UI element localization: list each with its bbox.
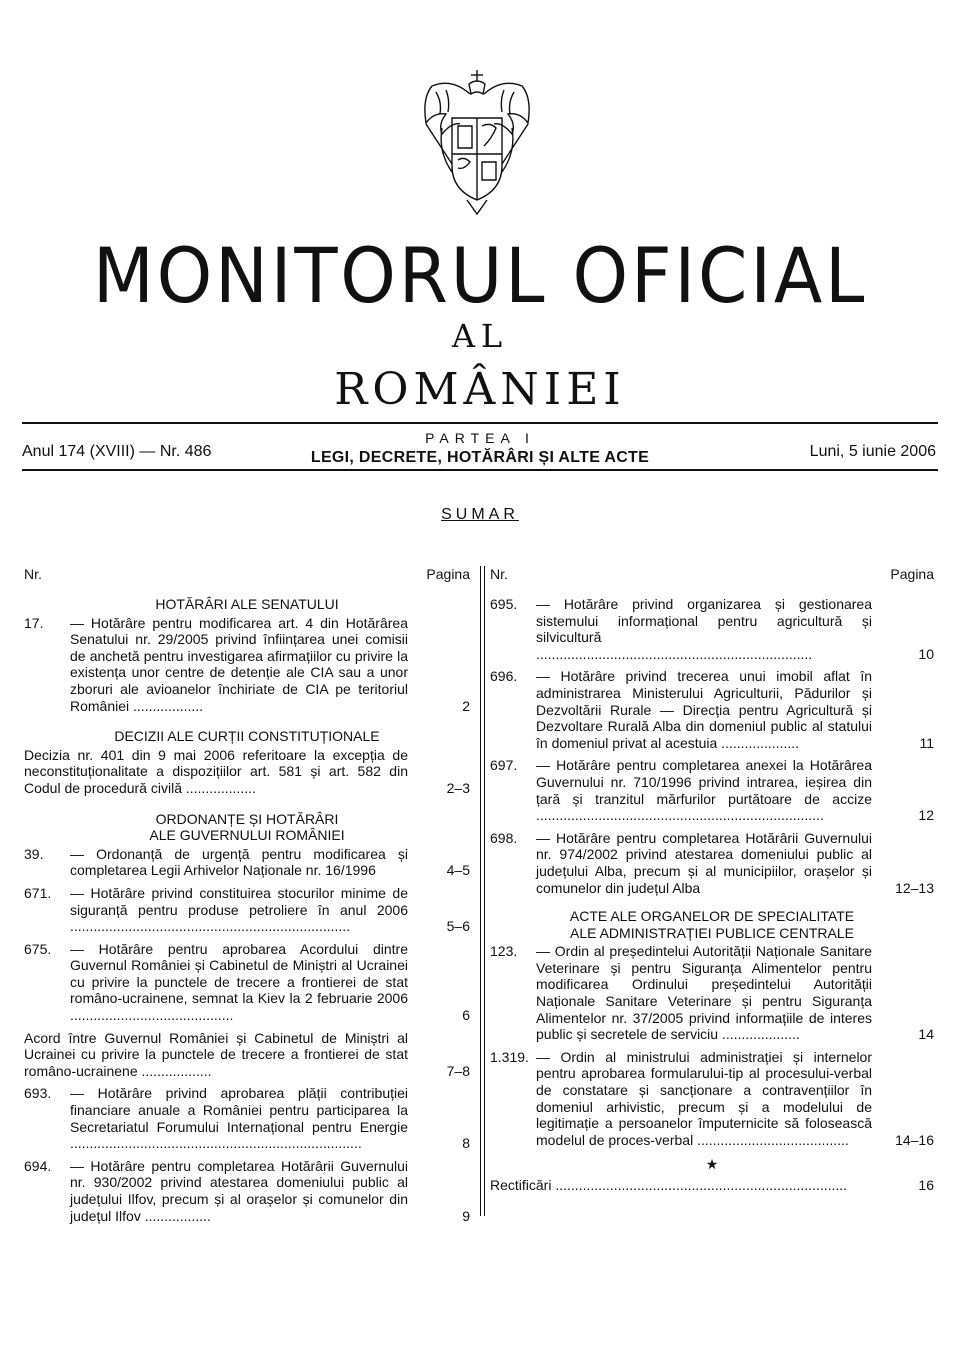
entry-page: 4–5 [446, 862, 470, 879]
summary-left-column [24, 566, 470, 1230]
entry-number: 1.319. [490, 1048, 529, 1065]
entry-page: 9 [462, 1207, 470, 1224]
entry-text: — Hotărâre pentru completarea Hotărârii Guvernului nr. 974/2002 privind atestarea domeniului public al județului Alba, precum și al municipiilor, orașelor și comunelor din județul Alba [536, 829, 872, 896]
section-heading: ORDONANȚE ȘI HOTĂRÂRI [155, 810, 339, 827]
summary-heading: SUMAR [441, 506, 519, 523]
entry-number: 694. [24, 1157, 52, 1174]
entry-text: Acord între Guvernul României și Cabinetul de Miniștri al Ucrainei cu privire la punctele de trecere a frontierei de stat româno-ucrainene .................. [24, 1029, 408, 1079]
entry-text: — Hotărâre pentru aprobarea Acordului dintre Guvernul României și Cabinetul de Miniștri al Ucrainei cu privire la punctele de trecere a frontierei de stat româno-ucrainene, semnat la Kiev la 2 februarie 2006 .......................................... [70, 940, 408, 1024]
entry-number: 123. [490, 943, 518, 960]
entry-page: 2–3 [446, 779, 470, 796]
column-header [24, 566, 470, 584]
entry-page: 2 [462, 697, 470, 714]
header-rule-top [22, 422, 938, 424]
summary-entry[interactable] [490, 668, 934, 751]
partea-label: PARTEA I [425, 430, 535, 446]
summary-entry[interactable] [24, 941, 470, 1024]
masthead-al: AL [451, 317, 509, 355]
summary-entry[interactable] [490, 830, 934, 896]
star-separator-icon: ★ [705, 1156, 719, 1173]
entry-page: 14–16 [895, 1131, 934, 1148]
entry-number: 675. [24, 940, 52, 957]
entry-text: — Ordin al ministrului administrației și internelor pentru aprobarea formularului-tip al procesului-verbal de constatare și sancționare a contravențiilor în domeniul arhivistic, precum și a modelului de legitimație a persoanelor împuternicite să folosească modelul de proces-verbal ....................................... [536, 1048, 872, 1148]
nr-label: Nr. [490, 566, 508, 582]
summary-right-column [490, 566, 934, 1200]
entry-page: 16 [918, 1177, 934, 1193]
summary-entry[interactable] [490, 1049, 934, 1149]
entry-number: 671. [24, 884, 52, 901]
summary-entry[interactable] [24, 1085, 470, 1151]
summary-entry[interactable] [24, 747, 470, 797]
entry-text: — Ordin al președintelui Autorității Naționale Sanitare Veterinare și pentru Siguranța Alimentelor pentru modificarea Ordinului președintelui Autorității Naționale Sanitare Veterinare și pentru Siguranța Alimentelor nr. 37/2005 privind informațiile de interes public și secretele de serviciu .................... [536, 943, 872, 1043]
masthead-romania: ROMÂNIEI [334, 364, 626, 415]
column-header [490, 566, 934, 584]
entry-page: 12 [918, 807, 934, 824]
header-rule-bottom [22, 469, 938, 471]
section-heading: DECIZII ALE CURȚII CONSTITUȚIONALE [114, 728, 380, 745]
entry-text: Rectificări ........................................................................... [490, 1177, 848, 1193]
entry-text: — Hotărâre pentru completarea Hotărârii Guvernului nr. 930/2002 privind atestarea domeniului public al județului Ilfov, precum și al orașelor și comunelor din județul Ilfov ................. [70, 1157, 408, 1224]
entry-text: — Hotărâre pentru completarea anexei la Hotărârea Guvernului nr. 710/1996 privind intrarea, ieșirea din țară și tranzitul mărfurilor purtătoare de accize .......................................................................... [536, 757, 872, 824]
summary-entry[interactable] [490, 757, 934, 823]
entry-number: 17. [24, 614, 44, 631]
issue-date: Luni, 5 iunie 2006 [809, 443, 936, 460]
entry-page: 7–8 [446, 1062, 470, 1079]
section-heading: ALE ADMINISTRAȚIEI PUBLICE CENTRALE [570, 924, 854, 941]
entry-text: Decizia nr. 401 din 9 mai 2006 referitoare la excepția de neconstituționalitate a dispozițiilor art. 581 și art. 582 din Codul de procedură civilă .................. [24, 746, 408, 796]
summary-entry[interactable] [24, 615, 470, 715]
partea-subtitle: LEGI, DECRETE, HOTĂRÂRI ȘI ALTE ACTE [310, 449, 650, 466]
entry-page: 14 [918, 1026, 934, 1043]
entry-number: 698. [490, 829, 518, 846]
masthead-title: MONITORUL OFICIAL [92, 231, 868, 320]
entry-number: 695. [490, 596, 518, 612]
entry-number: 39. [24, 845, 44, 862]
summary-entry[interactable] [24, 1030, 470, 1080]
summary-entry[interactable] [490, 943, 934, 1043]
page-label: Pagina [890, 566, 934, 582]
entry-number: 693. [24, 1085, 52, 1102]
entry-text: — Hotărâre privind constituirea stocurilor minime de siguranță pentru produse petroliere în anul 2006 ........................................................................ [70, 884, 408, 935]
entry-text: — Ordonanță de urgență pentru modificarea și completarea Legii Arhivelor Naționale nr. 16/1996 [70, 845, 408, 879]
summary-entry[interactable] [24, 1158, 470, 1224]
entry-page: 6 [462, 1007, 470, 1024]
column-divider [480, 566, 481, 1216]
entry-text: — Hotărâre privind trecerea unui imobil aflat în administrarea Ministerului Agriculturii, Pădurilor și Dezvoltării Rurale — Direcția pentru Agricultură și Dezvoltare Rurală Alba din domeniul public al statului în domeniul privat al acestuia .................... [536, 668, 872, 751]
issue-number: Anul 174 (XVIII) — Nr. 486 [22, 443, 212, 460]
entry-page: 11 [919, 734, 934, 751]
entry-page: 10 [918, 645, 934, 662]
entry-text: — Hotărâre pentru modificarea art. 4 din Hotărârea Senatului nr. 29/2005 privind înființarea unei comisii de anchetă pentru investigarea afirmațiilor cu privire la existența unor centre de detenție ale CIA sau a unor zboruri ale avioanelor închiriate de CIA pe teritoriul României .................. [70, 614, 408, 714]
entry-text: — Hotărâre privind aprobarea plății contribuției financiare anuale a României pentru participarea la Secretariatul Forumului Internațional pentru Energie ........................................................................... [70, 1085, 408, 1152]
summary-entry[interactable] [490, 1177, 934, 1194]
entry-number: 697. [490, 757, 518, 774]
page-label: Pagina [426, 566, 470, 582]
section-heading: HOTĂRÂRI ALE SENATULUI [155, 596, 339, 612]
entry-page: 12–13 [895, 879, 934, 896]
entry-number: 696. [490, 668, 518, 685]
entry-page: 5–6 [446, 918, 470, 935]
section-heading: ACTE ALE ORGANELOR DE SPECIALITATE [569, 908, 855, 925]
entry-text: — Hotărâre privind organizarea și gestionarea sistemului informațional pentru agricultură și silvicultură ....................................................................... [536, 596, 872, 662]
summary-entry[interactable] [24, 846, 470, 879]
entry-page: 8 [462, 1135, 470, 1152]
summary-entry[interactable] [490, 596, 934, 662]
section-heading: ALE GUVERNULUI ROMÂNIEI [149, 827, 345, 844]
column-divider [484, 566, 485, 1216]
nr-label: Nr. [24, 566, 42, 582]
coat-of-arms-icon [412, 68, 542, 218]
summary-entry[interactable] [24, 885, 470, 935]
